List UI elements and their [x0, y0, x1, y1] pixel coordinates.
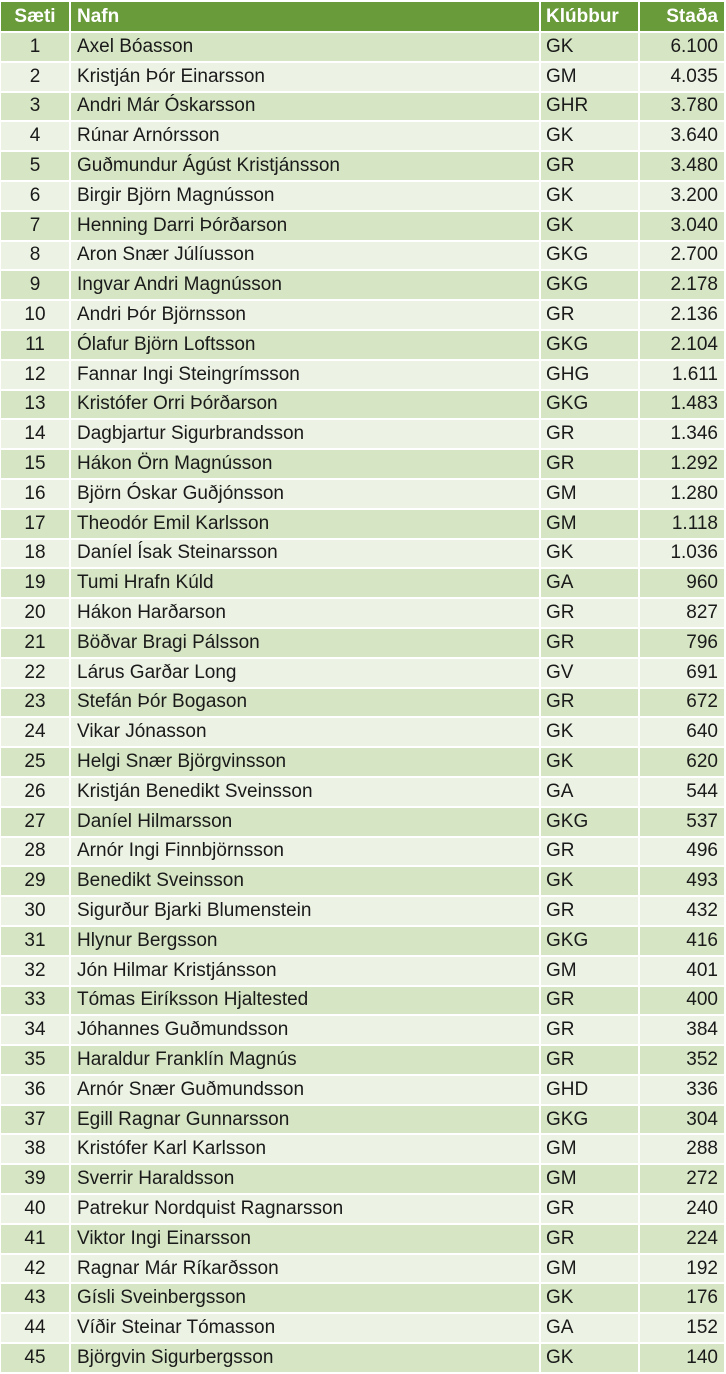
player-name-cell: Tumi Hrafn Kúld [71, 569, 541, 599]
rank-cell: 4 [1, 122, 71, 152]
player-name-cell: Theodór Emil Karlsson [71, 510, 541, 540]
table-row [1, 778, 724, 808]
score-cell: 2.700 [640, 242, 724, 272]
club-cell: GK [541, 122, 640, 152]
table-row [1, 927, 724, 957]
table-row [1, 331, 724, 361]
score-cell: 2.178 [640, 271, 724, 301]
club-cell: GHD [541, 1076, 640, 1106]
club-cell: GK [541, 182, 640, 212]
club-cell: GR [541, 450, 640, 480]
club-cell: GKG [541, 808, 640, 838]
club-cell: GR [541, 301, 640, 331]
rank-cell: 24 [1, 718, 71, 748]
rank-cell: 9 [1, 271, 71, 301]
club-cell: GR [541, 897, 640, 927]
score-cell: 432 [640, 897, 724, 927]
player-name-cell: Ingvar Andri Magnússon [71, 271, 541, 301]
score-cell: 416 [640, 927, 724, 957]
player-name-cell: Egill Ragnar Gunnarsson [71, 1106, 541, 1136]
club-cell: GR [541, 838, 640, 868]
rank-cell: 39 [1, 1165, 71, 1195]
player-name-cell: Björn Óskar Guðjónsson [71, 480, 541, 510]
rank-cell: 31 [1, 927, 71, 957]
score-cell: 1.036 [640, 540, 724, 570]
rank-cell: 21 [1, 629, 71, 659]
player-name-cell: Vikar Jónasson [71, 718, 541, 748]
column-header-rank[interactable]: Sæti [1, 2, 71, 33]
club-cell: GKG [541, 331, 640, 361]
player-name-cell: Andri Már Óskarsson [71, 93, 541, 123]
score-cell: 827 [640, 599, 724, 629]
score-cell: 1.483 [640, 391, 724, 421]
score-cell: 6.100 [640, 33, 724, 63]
club-cell: GR [541, 599, 640, 629]
club-cell: GM [541, 1165, 640, 1195]
table-row [1, 301, 724, 331]
table-row [1, 1106, 724, 1136]
score-cell: 224 [640, 1225, 724, 1255]
table-row [1, 1344, 724, 1374]
player-name-cell: Andri Þór Björnsson [71, 301, 541, 331]
rank-cell: 19 [1, 569, 71, 599]
rank-cell: 20 [1, 599, 71, 629]
rank-cell: 15 [1, 450, 71, 480]
table-row [1, 63, 724, 93]
score-cell: 2.136 [640, 301, 724, 331]
club-cell: GKG [541, 271, 640, 301]
score-cell: 960 [640, 569, 724, 599]
player-name-cell: Aron Snær Júlíusson [71, 242, 541, 272]
table-body [1, 33, 724, 1374]
club-cell: GM [541, 957, 640, 987]
table-row [1, 689, 724, 719]
player-name-cell: Böðvar Bragi Pálsson [71, 629, 541, 659]
score-cell: 3.200 [640, 182, 724, 212]
table-row [1, 897, 724, 927]
player-name-cell: Helgi Snær Björgvinsson [71, 748, 541, 778]
player-name-cell: Jón Hilmar Kristjánsson [71, 957, 541, 987]
rank-cell: 27 [1, 808, 71, 838]
score-cell: 176 [640, 1284, 724, 1314]
player-name-cell: Benedikt Sveinsson [71, 867, 541, 897]
club-cell: GKG [541, 391, 640, 421]
club-cell: GK [541, 748, 640, 778]
score-cell: 152 [640, 1314, 724, 1344]
player-name-cell: Daníel Hilmarsson [71, 808, 541, 838]
table-row [1, 540, 724, 570]
club-cell: GK [541, 212, 640, 242]
table-row [1, 569, 724, 599]
rank-cell: 40 [1, 1195, 71, 1225]
table-row [1, 33, 724, 63]
rank-cell: 10 [1, 301, 71, 331]
score-cell: 544 [640, 778, 724, 808]
rank-cell: 45 [1, 1344, 71, 1374]
club-cell: GA [541, 1314, 640, 1344]
club-cell: GKG [541, 1106, 640, 1136]
score-cell: 3.640 [640, 122, 724, 152]
table-row [1, 1195, 724, 1225]
score-cell: 192 [640, 1255, 724, 1285]
rank-cell: 28 [1, 838, 71, 868]
score-cell: 672 [640, 689, 724, 719]
player-name-cell: Hákon Harðarson [71, 599, 541, 629]
table-row [1, 420, 724, 450]
player-name-cell: Björgvin Sigurbergsson [71, 1344, 541, 1374]
club-cell: GR [541, 420, 640, 450]
player-name-cell: Guðmundur Ágúst Kristjánsson [71, 152, 541, 182]
club-cell: GM [541, 480, 640, 510]
rank-cell: 23 [1, 689, 71, 719]
table-row [1, 212, 724, 242]
rank-cell: 32 [1, 957, 71, 987]
club-cell: GR [541, 1046, 640, 1076]
rank-cell: 25 [1, 748, 71, 778]
score-cell: 2.104 [640, 331, 724, 361]
table-row [1, 718, 724, 748]
rank-cell: 8 [1, 242, 71, 272]
score-cell: 640 [640, 718, 724, 748]
club-cell: GK [541, 1284, 640, 1314]
player-name-cell: Kristófer Karl Karlsson [71, 1135, 541, 1165]
club-cell: GR [541, 1016, 640, 1046]
player-name-cell: Kristófer Orri Þórðarson [71, 391, 541, 421]
rank-cell: 37 [1, 1106, 71, 1136]
rank-cell: 2 [1, 63, 71, 93]
club-cell: GK [541, 33, 640, 63]
column-header-name[interactable]: Nafn [71, 2, 541, 33]
player-name-cell: Patrekur Nordquist Ragnarsson [71, 1195, 541, 1225]
score-cell: 493 [640, 867, 724, 897]
column-header-club[interactable]: Klúbbur [541, 2, 640, 33]
club-cell: GA [541, 569, 640, 599]
table-row [1, 93, 724, 123]
player-name-cell: Kristján Benedikt Sveinsson [71, 778, 541, 808]
rank-cell: 43 [1, 1284, 71, 1314]
rank-cell: 16 [1, 480, 71, 510]
rank-cell: 14 [1, 420, 71, 450]
rank-cell: 41 [1, 1225, 71, 1255]
rank-cell: 5 [1, 152, 71, 182]
table-row [1, 480, 724, 510]
club-cell: GM [541, 510, 640, 540]
rank-cell: 18 [1, 540, 71, 570]
table-row [1, 1255, 724, 1285]
table-row [1, 510, 724, 540]
table-row [1, 808, 724, 838]
rank-cell: 29 [1, 867, 71, 897]
rank-cell: 17 [1, 510, 71, 540]
ranking-table [1, 2, 724, 1374]
rank-cell: 35 [1, 1046, 71, 1076]
score-cell: 1.346 [640, 420, 724, 450]
rank-cell: 36 [1, 1076, 71, 1106]
table-row [1, 659, 724, 689]
rank-cell: 13 [1, 391, 71, 421]
club-cell: GR [541, 152, 640, 182]
club-cell: GM [541, 63, 640, 93]
score-cell: 4.035 [640, 63, 724, 93]
table-row [1, 867, 724, 897]
rank-cell: 7 [1, 212, 71, 242]
player-name-cell: Axel Bóasson [71, 33, 541, 63]
score-cell: 537 [640, 808, 724, 838]
club-cell: GK [541, 1344, 640, 1374]
club-cell: GKG [541, 927, 640, 957]
rank-cell: 11 [1, 331, 71, 361]
rank-cell: 44 [1, 1314, 71, 1344]
table-row [1, 1076, 724, 1106]
score-cell: 140 [640, 1344, 724, 1374]
score-cell: 288 [640, 1135, 724, 1165]
rank-cell: 26 [1, 778, 71, 808]
table-row [1, 599, 724, 629]
player-name-cell: Hlynur Bergsson [71, 927, 541, 957]
club-cell: GV [541, 659, 640, 689]
score-cell: 496 [640, 838, 724, 868]
table-row [1, 838, 724, 868]
player-name-cell: Hákon Örn Magnússon [71, 450, 541, 480]
rank-cell: 38 [1, 1135, 71, 1165]
score-cell: 384 [640, 1016, 724, 1046]
table-row [1, 748, 724, 778]
score-cell: 401 [640, 957, 724, 987]
score-cell: 304 [640, 1106, 724, 1136]
club-cell: GR [541, 629, 640, 659]
header-row [1, 2, 724, 33]
table-row [1, 629, 724, 659]
rank-cell: 1 [1, 33, 71, 63]
score-cell: 3.040 [640, 212, 724, 242]
club-cell: GR [541, 1225, 640, 1255]
player-name-cell: Arnór Ingi Finnbjörnsson [71, 838, 541, 868]
player-name-cell: Stefán Þór Bogason [71, 689, 541, 719]
score-cell: 1.280 [640, 480, 724, 510]
player-name-cell: Ólafur Björn Loftsson [71, 331, 541, 361]
rank-cell: 33 [1, 987, 71, 1017]
table-header [1, 2, 724, 33]
score-cell: 3.480 [640, 152, 724, 182]
table-row [1, 152, 724, 182]
score-cell: 1.611 [640, 361, 724, 391]
club-cell: GR [541, 689, 640, 719]
score-cell: 400 [640, 987, 724, 1017]
table-row [1, 450, 724, 480]
table-row [1, 1284, 724, 1314]
club-cell: GHR [541, 93, 640, 123]
club-cell: GHG [541, 361, 640, 391]
table-row [1, 987, 724, 1017]
club-cell: GK [541, 718, 640, 748]
table-row [1, 361, 724, 391]
player-name-cell: Arnór Snær Guðmundsson [71, 1076, 541, 1106]
score-cell: 336 [640, 1076, 724, 1106]
player-name-cell: Rúnar Arnórsson [71, 122, 541, 152]
table-row [1, 1225, 724, 1255]
score-cell: 620 [640, 748, 724, 778]
player-name-cell: Kristján Þór Einarsson [71, 63, 541, 93]
player-name-cell: Birgir Björn Magnússon [71, 182, 541, 212]
table-row [1, 1046, 724, 1076]
player-name-cell: Fannar Ingi Steingrímsson [71, 361, 541, 391]
player-name-cell: Sverrir Haraldsson [71, 1165, 541, 1195]
rank-cell: 30 [1, 897, 71, 927]
player-name-cell: Daníel Ísak Steinarsson [71, 540, 541, 570]
table-row [1, 1135, 724, 1165]
rank-cell: 42 [1, 1255, 71, 1285]
score-cell: 1.292 [640, 450, 724, 480]
player-name-cell: Viktor Ingi Einarsson [71, 1225, 541, 1255]
club-cell: GR [541, 987, 640, 1017]
score-cell: 272 [640, 1165, 724, 1195]
rank-cell: 34 [1, 1016, 71, 1046]
rank-cell: 22 [1, 659, 71, 689]
score-cell: 1.118 [640, 510, 724, 540]
player-name-cell: Víðir Steinar Tómasson [71, 1314, 541, 1344]
table-row [1, 1165, 724, 1195]
player-name-cell: Ragnar Már Ríkarðsson [71, 1255, 541, 1285]
score-cell: 796 [640, 629, 724, 659]
player-name-cell: Dagbjartur Sigurbrandsson [71, 420, 541, 450]
club-cell: GM [541, 1255, 640, 1285]
player-name-cell: Sigurður Bjarki Blumenstein [71, 897, 541, 927]
score-cell: 3.780 [640, 93, 724, 123]
table-row [1, 391, 724, 421]
table-row [1, 1016, 724, 1046]
player-name-cell: Tómas Eiríksson Hjaltested [71, 987, 541, 1017]
club-cell: GM [541, 1135, 640, 1165]
club-cell: GK [541, 867, 640, 897]
club-cell: GR [541, 1195, 640, 1225]
rank-cell: 12 [1, 361, 71, 391]
player-name-cell: Lárus Garðar Long [71, 659, 541, 689]
player-name-cell: Henning Darri Þórðarson [71, 212, 541, 242]
table-row [1, 242, 724, 272]
player-name-cell: Jóhannes Guðmundsson [71, 1016, 541, 1046]
table-row [1, 1314, 724, 1344]
rank-cell: 6 [1, 182, 71, 212]
club-cell: GKG [541, 242, 640, 272]
score-cell: 240 [640, 1195, 724, 1225]
player-name-cell: Haraldur Franklín Magnús [71, 1046, 541, 1076]
rank-cell: 3 [1, 93, 71, 123]
column-header-score[interactable]: Staða [640, 2, 724, 33]
table-row [1, 271, 724, 301]
table-row [1, 957, 724, 987]
club-cell: GK [541, 540, 640, 570]
player-name-cell: Gísli Sveinbergsson [71, 1284, 541, 1314]
score-cell: 352 [640, 1046, 724, 1076]
club-cell: GA [541, 778, 640, 808]
table-row [1, 122, 724, 152]
table-row [1, 182, 724, 212]
score-cell: 691 [640, 659, 724, 689]
